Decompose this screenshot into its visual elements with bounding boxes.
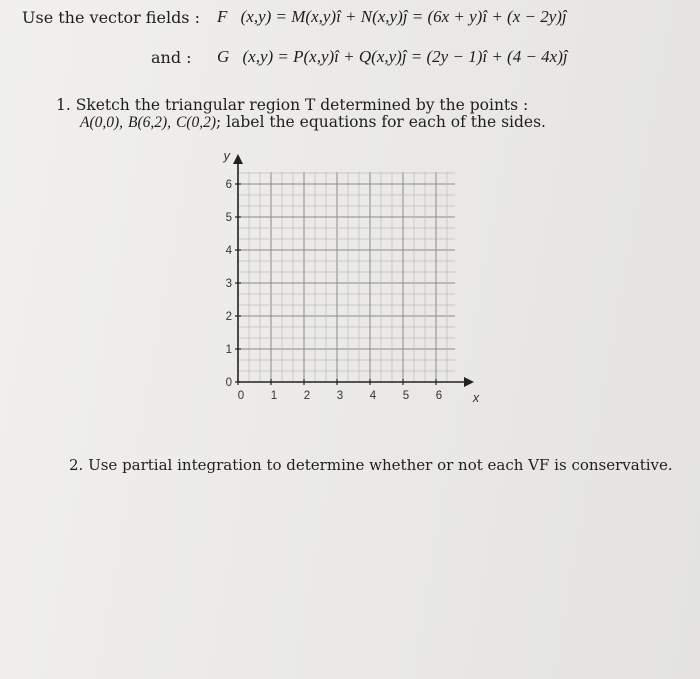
point-b: B(6,2), [127, 114, 172, 131]
field-g-equation: G⃗(x,y) = P(x,y)î + Q(x,y)ĵ = (2y − 1)î + (4 − 4x)ĵ [217, 47, 568, 66]
y-tick-label: 5 [225, 212, 232, 224]
vector-fields-label: Use the vector fields : [22, 8, 200, 27]
y-tick-label: 2 [225, 311, 232, 323]
field-f-equation: F⃗(x,y) = M(x,y)î + N(x,y)ĵ = (6x + y)î + (x − 2y)ĵ [217, 7, 567, 26]
y-tick-label: 3 [225, 278, 232, 290]
point-c: C(0,2) [175, 114, 217, 131]
point-a: A(0,0), [80, 114, 124, 131]
y-tick-label: 0 [225, 377, 232, 389]
y-tick-label: 1 [225, 344, 232, 356]
question-1-tail: ; label the equations for each of the sides. [216, 113, 546, 131]
question-2-text: 2. Use partial integration to determine whether or not each VF is conservative. [69, 456, 673, 474]
y-axis-arrow [233, 154, 243, 164]
y-tick-label: 4 [225, 245, 232, 257]
coordinate-grid [200, 140, 500, 415]
y-axis-label: y [223, 148, 230, 163]
x-tick-label: 3 [336, 390, 344, 402]
y-tick-label: 6 [225, 179, 232, 191]
x-tick-label: 1 [270, 390, 278, 402]
x-tick-label: 6 [435, 390, 443, 402]
x-tick-label: 0 [237, 390, 245, 402]
x-tick-label: 4 [369, 390, 377, 402]
grid-lines [238, 172, 455, 382]
and-label: and : [151, 48, 192, 67]
x-tick-label: 5 [402, 390, 410, 402]
question-1-text: 1. Sketch the triangular region T determined by the points : [56, 96, 529, 114]
x-axis-arrow [464, 377, 474, 387]
question-1-points [80, 113, 546, 132]
x-tick-label: 2 [303, 390, 311, 402]
x-axis-label: x [472, 390, 480, 405]
